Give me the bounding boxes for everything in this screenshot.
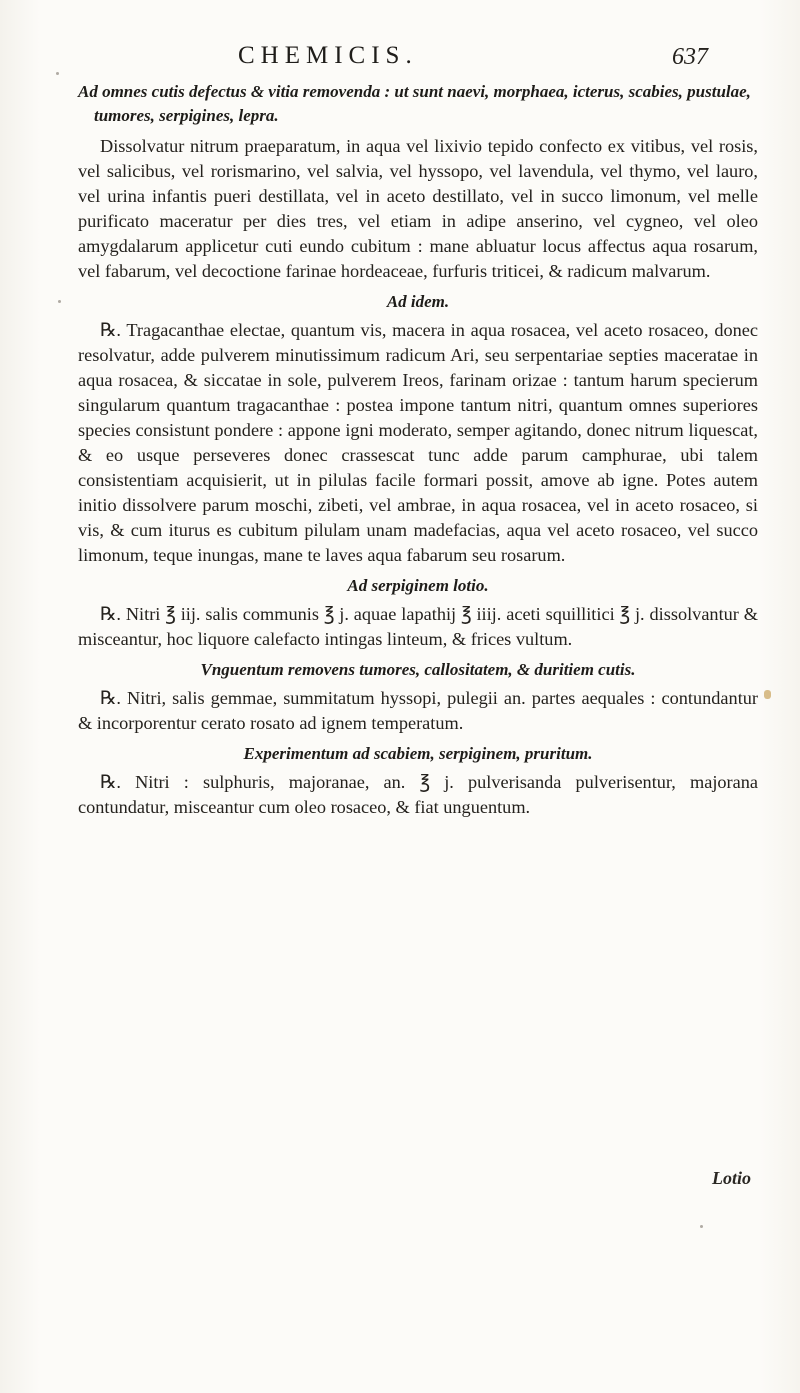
page-number: 637 <box>672 44 708 70</box>
section-heading: Ad serpiginem lotio. <box>347 576 489 595</box>
section-heading: Vnguentum removens tumores, callositatem, & duritiem cutis. <box>200 660 636 679</box>
section-heading: Ad idem. <box>386 292 450 311</box>
page-speck <box>700 1225 703 1228</box>
page-header <box>0 42 800 82</box>
paragraph: ℞. Nitri : sulphuris, majoranae, an. ℥ j. pulverisanda pulverisentur, majorana contundatur, misceantur cum oleo rosaceo, & fiat unguentum. <box>78 772 758 817</box>
section-experimentum <box>78 742 758 820</box>
paragraph: ℞. Nitri, salis gemmae, summitatum hyssopi, pulegii an. partes aequales : contundantur & incorporentur cerato rosato ad ignem temperatum. <box>78 688 758 733</box>
section-ad-idem <box>78 290 758 568</box>
page-speck <box>58 300 61 303</box>
section-serpigo-lotio <box>78 574 758 652</box>
page-speck <box>56 72 59 75</box>
section-unguentum <box>78 658 758 736</box>
paragraph: ℞. Nitri ℥ iij. salis communis ℥ j. aquae lapathij ℥ iiij. aceti squillitici ℥ j. dissolvantur & misceantur, hoc liquore calefacto intingas linteum, & frices vultum. <box>78 604 758 649</box>
section-heading: Experimentum ad scabiem, serpiginem, pruritum. <box>243 744 593 763</box>
running-title: CHEMICIS. <box>238 42 418 69</box>
section-cutis-defectus <box>78 80 758 284</box>
paragraph: ℞. Tragacanthae electae, quantum vis, macera in aqua rosacea, vel aceto rosaceo, donec resolvatur, adde pulverem minutissimum radicum Ari, seu serpentariae septies maceratae in aqua rosacea, & siccatae in sole, pulverem Ireos, farinam orizae : tantum harum specierum singularum quantum tragacanthae : postea impone tantum nitri, quantum omnes superiores species consistunt pondere : appone igni moderato, semper agitando, donec nitrum liquescat, & eo usque perseveres donec crassescat tunc adde parum camphurae, ubi talem consistentiam acquisierit, ut in pilulas facile formari possit, amove ab igne. Potes autem initio dissolvere parum moschi, zibeti, vel ambrae, in aqua rosacea, vel in aceto rosaceo, si vis, & cum iturus es cubitum pilulam unam madefacias, aqua vel aceto rosaceo, vel succo limonum, teque inungas, mane te laves aqua fabarum seu rosarum. <box>78 320 758 565</box>
page-body <box>78 80 758 823</box>
paragraph: Dissolvatur nitrum praeparatum, in aqua vel lixivio tepido confecto ex vitibus, vel rosis, vel salicibus, vel rorismarino, vel salvia, vel hyssopo, vel lavendula, vel thymo, vel lauro, vel urina infantis pueri destillata, vel in aceto destillato, vel in succo limonum, vel melle purificato maceratur per dies tres, vel etiam in adipe anserino, vel cygneo, vel oleo amygdalarum applicetur cuti eundo cubitum : mane abluatur locus affectus aqua rosarum, vel fabarum, vel decoctione farinae hordeaceae, furfuris triticei, & radicum malvarum. <box>78 136 758 281</box>
margin-stain <box>764 690 771 699</box>
catchword: Lotio <box>712 1168 751 1188</box>
section-heading: Ad omnes cutis defectus & vitia removenda : ut sunt naevi, morphaea, icterus, scabies, pustulae, tumores, serpigines, lepra. <box>78 82 751 125</box>
